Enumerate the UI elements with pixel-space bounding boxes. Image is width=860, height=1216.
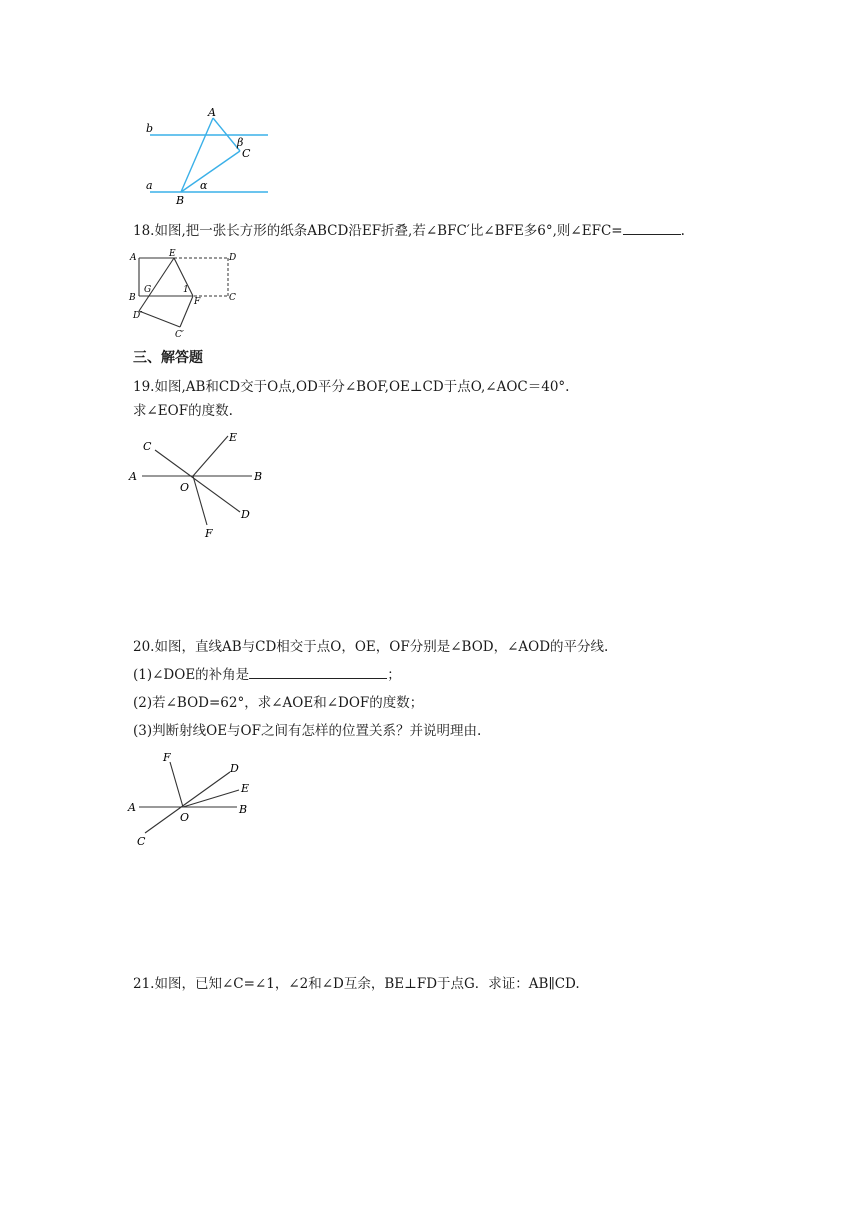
label-E: E [229, 431, 238, 444]
label-A: A [208, 106, 216, 119]
question-19-line-1: 19.如图,AB和CD交于O点,OD平分∠BOF,OE⊥CD于点O,∠AOC＝40°. [133, 379, 570, 395]
answer-blank-18[interactable] [623, 222, 681, 235]
question-20-part-3: (3)判断射线OE与OF之间有怎样的位置关系？并说明理由. [133, 723, 482, 739]
label-A: A [130, 253, 137, 263]
label-C: C [229, 293, 236, 303]
label-1: 1 [183, 285, 189, 295]
question-18-text: 18.如图,把一张长方形的纸条ABCD沿EF折叠,若∠BFC′比∠BFE多6°,则∠EFC= [133, 223, 623, 239]
question-20-intro: 20.如图，直线AB与CD相交于点O，OE，OF分别是∠BOD，∠AOD的平分线. [133, 639, 609, 655]
label-C: C [143, 440, 152, 453]
label-F: F [163, 751, 171, 764]
label-D-prime: D′ [133, 311, 143, 321]
section-heading: 三、解答题 [133, 350, 203, 366]
label-C: C [137, 835, 146, 848]
figure-intersecting-lines-20 [125, 750, 265, 852]
label-E: E [169, 249, 176, 259]
label-A: A [128, 801, 136, 814]
question-19-line-2: 求∠EOF的度数. [133, 403, 233, 419]
label-B: B [129, 293, 136, 303]
question-18: 18.如图,把一张长方形的纸条ABCD沿EF折叠,若∠BFC′比∠BFE多6°,则∠EFC= . [133, 223, 685, 239]
label-alpha: α [200, 179, 208, 192]
label-E: E [241, 782, 250, 795]
question-20-part-1: (1)∠DOE的补角是 ； [133, 667, 401, 683]
label-O: O [180, 811, 190, 824]
label-G: G [144, 285, 152, 295]
label-a: a [146, 179, 153, 192]
question-20-part-2: (2)若∠BOD=62°，求∠AOE和∠DOF的度数； [133, 695, 424, 711]
answer-blank-20-1[interactable] [249, 666, 387, 679]
figure-folded-strip [128, 246, 243, 341]
figure-intersecting-lines-19 [125, 430, 270, 542]
label-D: D [230, 762, 239, 775]
question-21: 21.如图，已知∠C=∠1，∠2和∠D互余，BE⊥FD于点G．求证：AB∥CD. [133, 976, 580, 992]
label-F: F [194, 297, 201, 307]
label-D: D [241, 508, 250, 521]
label-C-prime: C′ [175, 330, 184, 340]
label-C: C [242, 147, 251, 160]
label-F: F [205, 527, 213, 540]
label-beta: β [237, 136, 244, 149]
label-O: O [180, 481, 190, 494]
label-B: B [176, 194, 185, 205]
label-D: D [229, 253, 237, 263]
label-B: B [239, 803, 248, 816]
figure-parallel-lines-triangle [140, 105, 275, 205]
label-b: b [146, 122, 154, 135]
label-A: A [129, 470, 137, 483]
label-B: B [254, 470, 263, 483]
